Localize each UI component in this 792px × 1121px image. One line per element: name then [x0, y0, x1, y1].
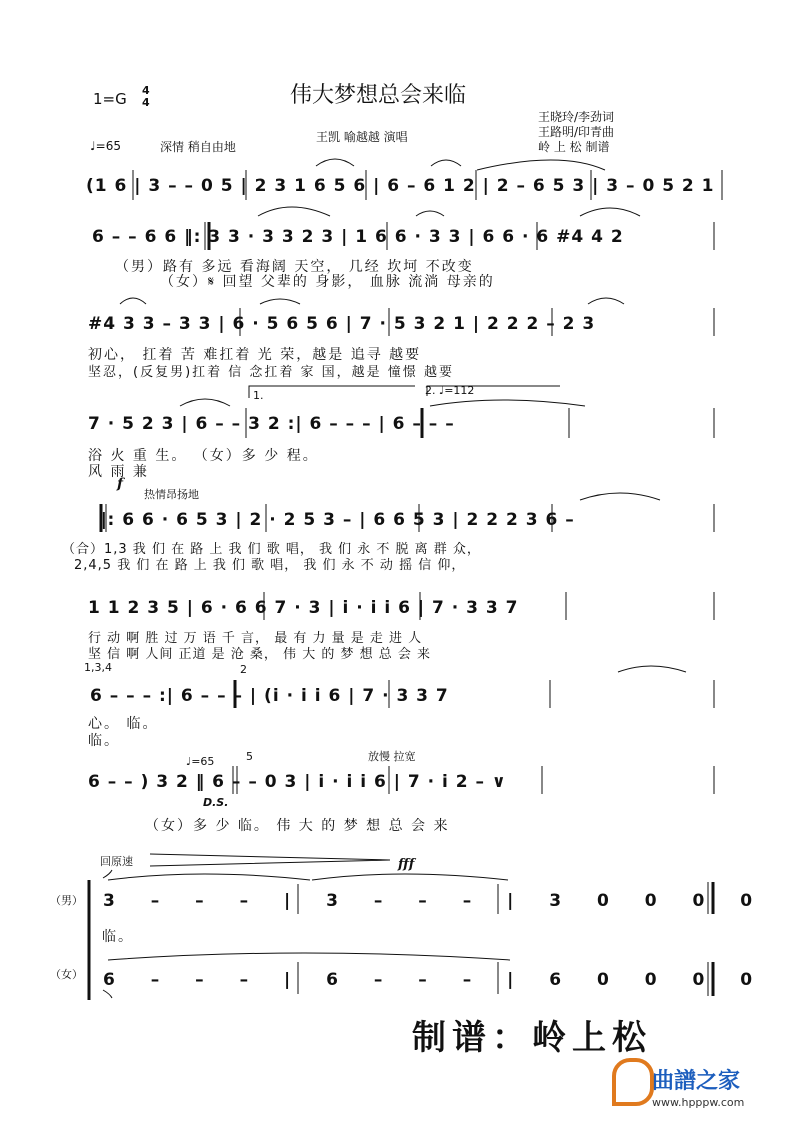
- time-signature: 4 4: [142, 84, 150, 109]
- female-part-label: （女）: [50, 968, 83, 981]
- dynamic-forte: f: [117, 476, 124, 492]
- lyric-row-3b: 坚忍，(反复男)扛着 信 念扛着 家 国，越是 憧憬 越要: [88, 365, 454, 380]
- volta-1: 1.: [253, 389, 264, 402]
- ds-mark: D.S.: [203, 796, 229, 809]
- lyric-row-4b: 风 雨 兼: [88, 464, 149, 480]
- score-row-4: 7 · 5 2 3 | 6 – – 3 2 :| 6 – – – | 6 – – –: [88, 414, 455, 434]
- lyric-row-5b: 2,4,5 我 们 在 路 上 我 们 歌 唱， 我 们 永 不 动 摇 信 仰，: [74, 558, 466, 573]
- arranger-signature: 制谱：岭上松: [412, 1018, 652, 1058]
- dynamic-fff: fff: [398, 857, 415, 872]
- volta-2: 2. ♩=112: [425, 384, 475, 397]
- return-tempo-mark: 回原速: [100, 855, 133, 868]
- lyric-row-2b: （女）𝄋 回望 父辈的 身影， 血脉 流淌 母亲的: [160, 274, 495, 290]
- lyric-row-8: （女）多 少 临。 伟 大 的 梦 想 总 会 来: [145, 818, 450, 834]
- score-row-2: 6 – – 6 6 ‖: 3 3 · 3 3 2 3 | 1 6 6 · 3 3 | 6 6 · 6 #4 4 2: [92, 227, 624, 247]
- male-part-lyric: 临。: [102, 929, 134, 945]
- credits: 王晓玲/李劲词 王路明/印青曲 岭 上 松 制谱: [538, 110, 615, 154]
- lyric-row-4a: 浴 火 重 生。 （女）多 少 程。: [88, 448, 319, 464]
- ending-2: 2: [240, 663, 247, 676]
- score-row-3: #4 3 3 – 3 3 | 6 · 5 6 5 6 | 7 · 5 3 2 1 | 2 2 2 – 2 3: [88, 314, 596, 334]
- tempo-mark: ♩=65: [90, 139, 121, 153]
- lyric-row-6a: 行 动 啊 胜 过 万 语 千 言， 最 有 力 量 是 走 进 人: [88, 631, 423, 646]
- verse-numbers: 1,3,4: [84, 661, 112, 674]
- watermark-url: www.hpppw.com: [652, 1096, 745, 1109]
- key-signature: 1=G: [93, 90, 127, 108]
- song-title: 伟大梦想总会来临: [290, 83, 467, 108]
- score-row-1: (1 6 | 3 – – 0 5 | 2 3 1 6 5 6 | 6 – 6 1 2 | 2 – 6 5 3 | 3 – 0 5 2 1: [86, 176, 715, 196]
- expression-mark-2: 热情昂扬地: [144, 488, 199, 501]
- score-row-7: 6 – – – :| 6 – – – | (i · i i 6 | 7 · 3 3 7: [90, 686, 449, 706]
- lyric-row-7a: 心。 临。: [88, 716, 159, 732]
- score-row-8: 6 – – ) 3 2 ‖ 6 – – 0 3 | i · i i 6 | 7 · i 2 – ∨: [88, 772, 507, 792]
- singers: 王凯 喻越越 演唱: [316, 130, 408, 144]
- lyric-row-3a: 初心， 扛着 苦 难扛着 光 荣，越是 追寻 越要: [88, 347, 422, 363]
- female-part-notes: 6 – – – | 6 – – – | 6 0 0 0 0: [103, 970, 754, 990]
- tempo-mark-2: ♩=65: [186, 755, 215, 768]
- watermark-logo: 曲譜之家: [652, 1069, 741, 1094]
- expression-mark: 深情 稍自由地: [160, 140, 236, 154]
- ending-5: 5: [246, 750, 253, 763]
- male-part-label: （男）: [50, 894, 83, 907]
- slow-mark: 放慢 拉宽: [368, 750, 416, 763]
- score-row-6: 1 1 2 3 5 | 6 · 6 6 7 · 3 | i · i i 6 | 7 · 3 3 7: [88, 598, 519, 618]
- lyric-row-6b: 坚 信 啊 人间 正道 是 沧 桑， 伟 大 的 梦 想 总 会 来: [88, 647, 431, 662]
- lyric-row-7b: 临。: [88, 733, 120, 749]
- lyric-row-2a: （男）路有 多远 看海阔 天空， 几经 坎坷 不改变: [115, 259, 474, 275]
- score-row-5: ‖: 6 6 · 6 5 3 | 2 · 2 5 3 – | 6 6 5 3 | 2 2 2 3 6 –: [98, 510, 575, 530]
- male-part-notes: 3 – – – | 3 – – – | 3 0 0 0 0: [103, 891, 754, 911]
- lyric-row-5a: （合）1,3 我 们 在 路 上 我 们 歌 唱， 我 们 永 不 脱 离 群 众，: [62, 542, 481, 557]
